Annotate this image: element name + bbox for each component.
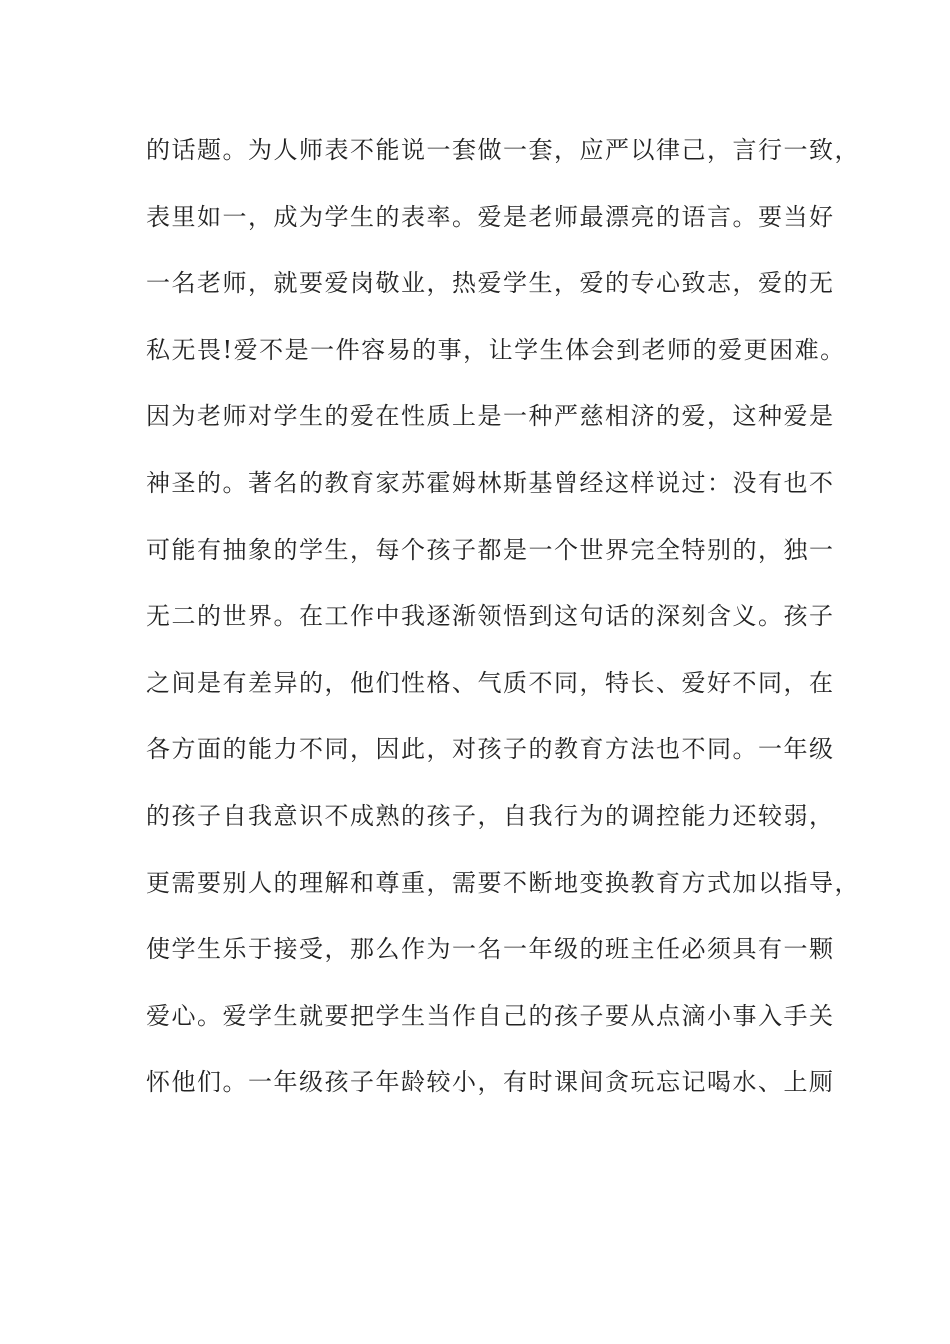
- body-text: [146, 128, 860, 1127]
- text-line: 更需要别人的理解和尊重，需要不断地变换教育方式加以指导，: [146, 868, 860, 897]
- text-line: 爱心。爱学生就要把学生当作自己的孩子要从点滴小事入手关: [146, 1001, 835, 1030]
- text-line: 的孩子自我意识不成熟的孩子，自我行为的调控能力还较弱，: [146, 801, 835, 830]
- text-line: 因为老师对学生的爱在性质上是一种严慈相济的爱，这种爱是: [146, 402, 835, 431]
- text-line: 之间是有差异的，他们性格、气质不同，特长、爱好不同，在: [146, 668, 835, 697]
- text-line: 一名老师，就要爱岗敬业，热爱学生，爱的专心致志，爱的无: [146, 269, 835, 298]
- text-line: 神圣的。著名的教育家苏霍姆林斯基曾经这样说过：没有也不: [146, 468, 835, 497]
- text-line: 怀他们。一年级孩子年龄较小，有时课间贪玩忘记喝水、上厕: [146, 1068, 835, 1097]
- text-line: 使学生乐于接受，那么作为一名一年级的班主任必须具有一颗: [146, 935, 835, 964]
- text-line: 各方面的能力不同，因此，对孩子的教育方法也不同。一年级: [146, 735, 835, 764]
- text-line: 无二的世界。在工作中我逐渐领悟到这句话的深刻含义。孩子: [146, 602, 835, 631]
- text-line: 可能有抽象的学生，每个孩子都是一个世界完全特别的，独一: [146, 535, 835, 564]
- text-line: 私无畏!爱不是一件容易的事，让学生体会到老师的爱更困难。: [146, 335, 846, 364]
- text-line: 表里如一，成为学生的表率。爱是老师最漂亮的语言。要当好: [146, 202, 835, 231]
- text-line: 的话题。为人师表不能说一套做一套，应严以律己，言行一致，: [146, 136, 860, 164]
